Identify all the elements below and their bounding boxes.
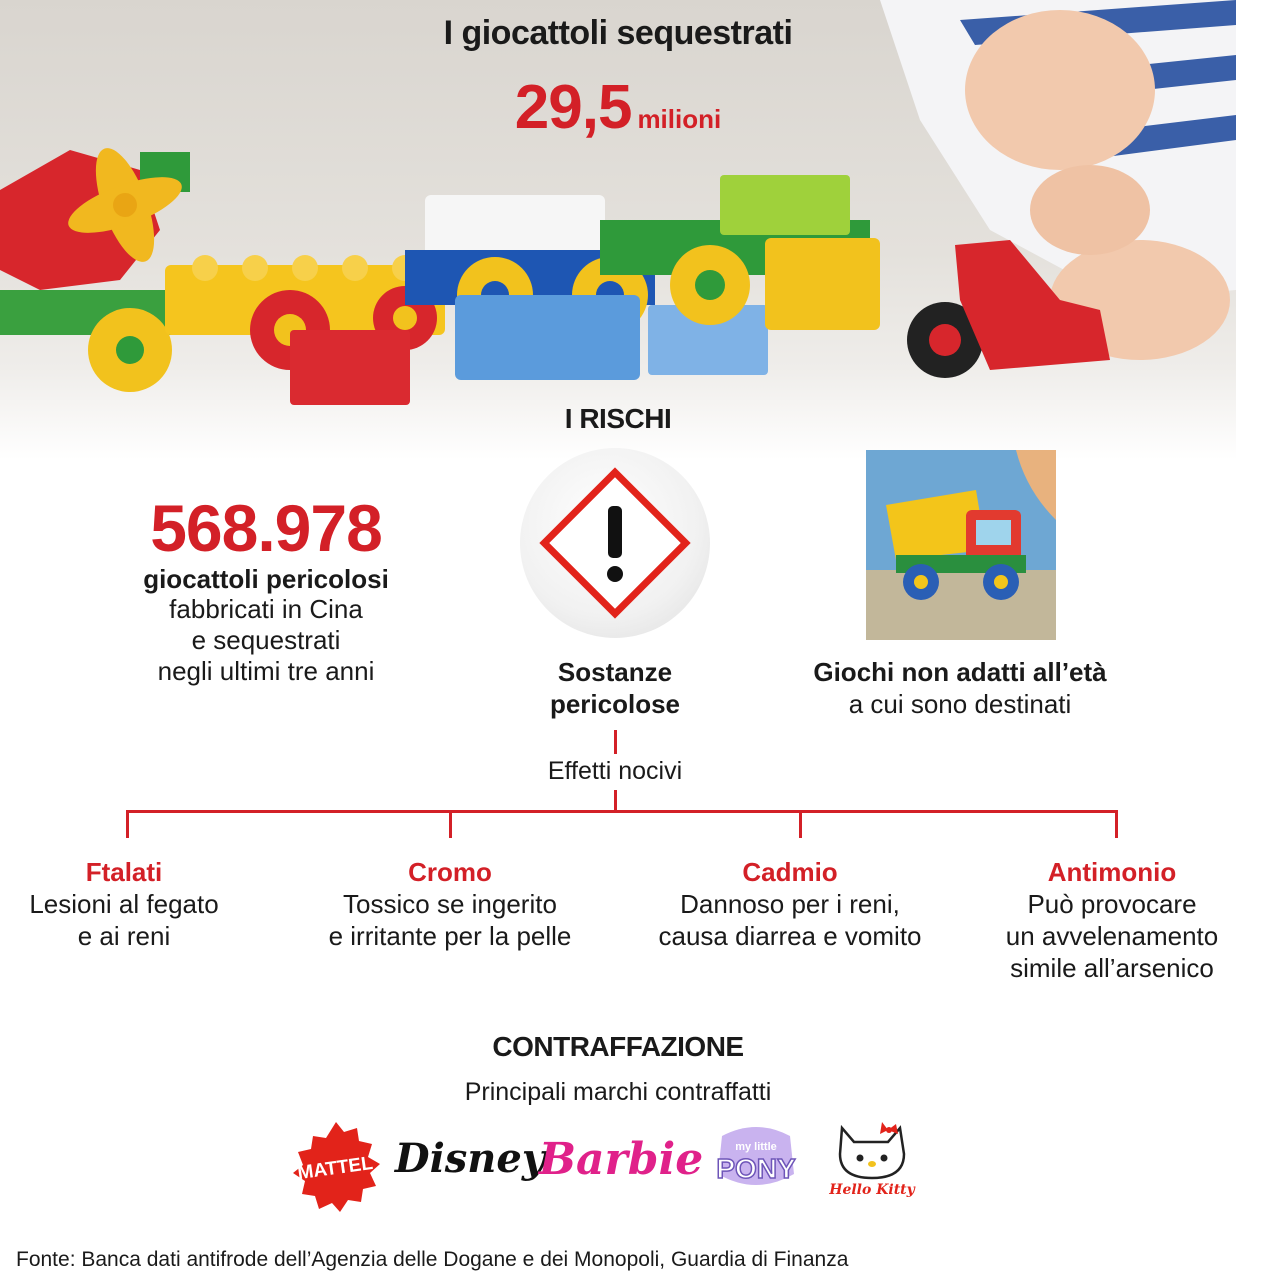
- dangerous-toys-line: fabbricati in Cina: [169, 594, 363, 624]
- my-little-pony-logo: [708, 1116, 804, 1200]
- substances-line: pericolose: [549, 689, 681, 719]
- age-caption: [780, 656, 1140, 720]
- effect-cromo: [300, 856, 600, 952]
- connector-line: [799, 810, 802, 838]
- hello-kitty-logo: [826, 1116, 918, 1200]
- effect-description: e irritante per la pelle: [328, 921, 572, 951]
- age-title: Giochi non adatti all’età: [813, 657, 1107, 687]
- effect-description: Lesioni al fegato: [29, 889, 219, 919]
- connector-line: [126, 810, 129, 838]
- toy-truck-icon: [866, 450, 1056, 640]
- toy-truck-image: [866, 450, 1056, 640]
- connector-line: [614, 730, 617, 754]
- effect-description: Dannoso per i reni,: [680, 889, 900, 919]
- effect-description: causa diarrea e vomito: [658, 921, 922, 951]
- hero-photo: [0, 0, 1236, 460]
- effect-name: Cadmio: [742, 857, 838, 887]
- counterfeit-subheading: Principali marchi contraffatti: [464, 1078, 772, 1106]
- dangerous-toys-label: giocattoli pericolosi: [143, 564, 389, 594]
- disney-logo: [394, 1122, 546, 1192]
- age-description: a cui sono destinati: [848, 689, 1072, 719]
- source-note: Fonte: Banca dati antifrode dell’Agenzia delle Dogane e dei Monopoli, Guardia di Finanza: [16, 1248, 849, 1271]
- infographic-title: I giocattoli sequestrati: [443, 14, 793, 52]
- connector-line: [449, 810, 452, 838]
- effect-ftalati: [0, 856, 274, 952]
- connector-line: [126, 810, 1118, 813]
- effects-label: Effetti nocivi: [547, 757, 683, 785]
- connector-line: [614, 790, 617, 812]
- dangerous-toys-stat: [96, 492, 436, 687]
- effect-cadmio: [640, 856, 940, 952]
- seized-total-unit: milioni: [637, 104, 722, 134]
- seized-total: [0, 72, 1236, 143]
- effect-description: e ai reni: [77, 921, 171, 951]
- barbie-logo: [538, 1122, 704, 1192]
- dangerous-toys-line: negli ultimi tre anni: [157, 656, 375, 686]
- toy-blocks-illustration: [0, 0, 1236, 460]
- mattel-logo-text: MATTEL: [296, 1152, 375, 1185]
- pony-logo-small-text: my little: [735, 1141, 777, 1153]
- barbie-logo-text: Barbie: [538, 1134, 704, 1185]
- connector-line: [1115, 810, 1118, 838]
- effect-description: Può provocare: [1027, 889, 1197, 919]
- counterfeit-heading: CONTRAFFAZIONE: [492, 1031, 744, 1062]
- seized-total-value: 29,5: [514, 73, 632, 142]
- effect-description: simile all’arsenico: [1010, 953, 1214, 983]
- disney-logo-text: Disney: [394, 1135, 546, 1182]
- pony-logo-text: PONY: [716, 1153, 796, 1184]
- effect-name: Antimonio: [1047, 857, 1177, 887]
- hazard-warning-icon: [520, 448, 710, 638]
- risks-heading: I RISCHI: [564, 403, 672, 434]
- dangerous-toys-line: e sequestrati: [191, 625, 341, 655]
- effect-name: Cromo: [408, 857, 492, 887]
- hazard-image: [520, 448, 710, 638]
- substances-caption: [490, 656, 740, 720]
- hello-kitty-logo-text: Hello Kitty: [829, 1182, 915, 1198]
- dangerous-toys-count: 568.978: [150, 491, 382, 565]
- effect-antimonio: [962, 856, 1262, 984]
- substances-line: Sostanze: [557, 657, 673, 687]
- effect-description: Tossico se ingerito: [343, 889, 557, 919]
- mattel-logo: [288, 1120, 384, 1216]
- effect-name: Ftalati: [85, 857, 163, 887]
- effect-description: un avvelenamento: [1005, 921, 1219, 951]
